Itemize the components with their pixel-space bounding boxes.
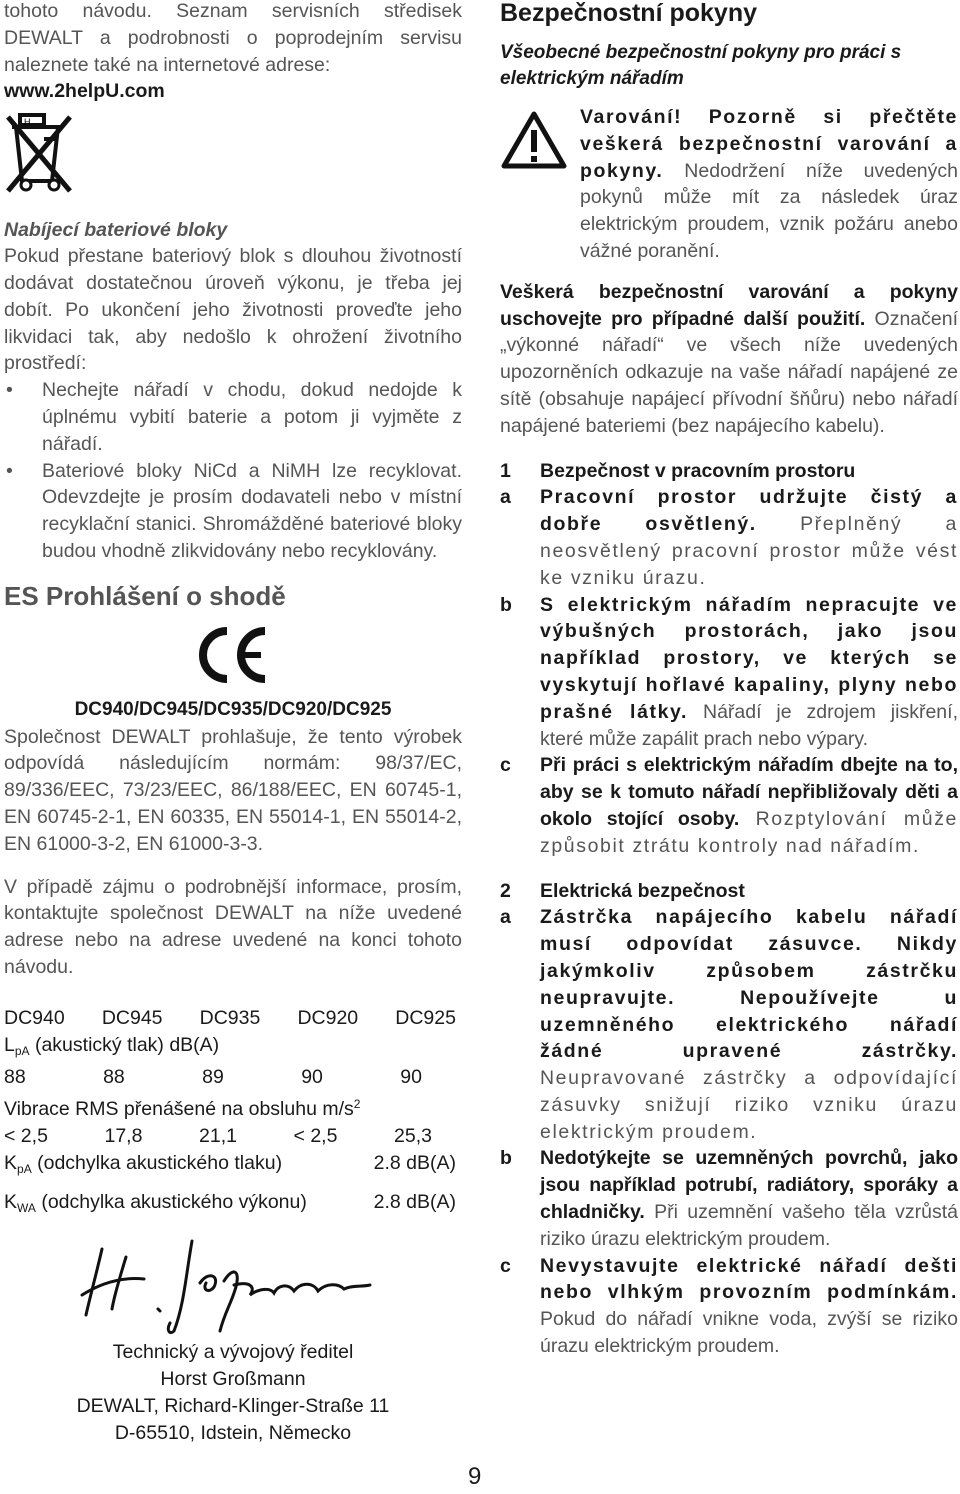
list-item: b S elektrickým nářadím nepracujte ve výbušných prostorách, jako jsou například prostory, ve kterých se vyskytují hořlavé kapaliny, plyny nebo prašné látky. Nářadí je zdrojem jiskření, které může zapálit prach nebo výpary. <box>500 593 958 750</box>
vibration-label: Vibrace RMS přenášené na obsluhu $m/s^2$ <box>4 1097 361 1121</box>
signer-title: Technický a vývojový ředitel <box>112 1341 354 1364</box>
battery-bullets <box>4 377 462 565</box>
crossed-bin-icon <box>4 111 462 203</box>
left-column <box>4 0 462 1446</box>
section-1 <box>500 458 958 860</box>
signer-name: Horst Großmann <box>160 1368 306 1391</box>
declaration-text: Společnost DEWALT prohlašuje, že tento výrobek odpovídá následujícím normám: 98/37/EC, 89/336/EEC, 73/23/EEC, 86/188/EEC, EN 60745-1, EN 60745-2-1, EN 60335, EN 55014-1, EN 55014-2, EN 61000-3-2, EN 61000-3-3. <box>4 725 462 855</box>
spec-table <box>4 1005 456 1222</box>
section-2 <box>500 878 958 1360</box>
list-item: a Pracovní prostor udržujte čistý a dobře osvětlený. Přeplněný a neosvětlený pracovní prostor může vést ke vzniku úrazu. <box>500 486 958 589</box>
list-item: b Nedotýkejte se uzemněných povrchů, jako jsou například potrubí, radiátory, sporáky a chladničky. Při uzemnění vašeho těla vzrůstá riziko úrazu elektrickým proudem. <box>500 1147 958 1250</box>
list-item: c Nevystavujte elektrické nářadí dešti nebo vlhkým provozním podmínkám. Pokud do nářadí vnikne voda, zvýší se riziko úrazu elektrickým proudem. <box>500 1254 958 1358</box>
battery-paragraph: Pokud přestane bateriový blok s dlouhou životností dodávat dostatečnou úroveň výkonu, je třeba jej dobít. Po ukončení jeho životnosti proveďte jeho likvidaci tak, aby nedošlo k ohrožení životního prostředí: <box>4 245 462 375</box>
list-item: a Zástrčka napájecího kabelu nářadí musí odpovídat zásuvce. Nikdy jakýmkoliv způsobem zástrčku neupravujte. Nepoužívejte u uzemněného elektrického nářadí žádné upravené zástrčky. Neupravované zástrčky a odpovídající zásuvky snižují riziko vzniku úrazu elektrickým proudem. <box>500 906 958 1143</box>
models-line: DC940/DC945/DC935/DC920/DC925 <box>74 698 392 720</box>
battery-heading: Nabíjecí bateriové bloky <box>4 219 228 242</box>
service-url: www.2helpU.com <box>4 80 165 103</box>
table-row: DC940 DC945 DC935 DC920 DC925 <box>4 1006 456 1029</box>
list-item: c Při práci s elektrickým nářadím dbejte na to, aby se k tomuto nářadí nepřibližovaly děti a okolo stojící osoby. Rozptylování může způsobit ztrátu kontroly nad nářadím. <box>500 754 958 857</box>
ce-mark-icon <box>4 625 462 687</box>
lpa-label: $L_{pA}$ (akustický tlak) dB(A) <box>4 1033 220 1058</box>
company-city: D-65510, Idstein, Německo <box>114 1421 352 1444</box>
keep-instructions: Veškerá bezpečnostní varování a pokyny uschovejte pro případné další použití. Označení „výkonné nářadí“ ve všech níže uvedených upozorněních odkazuje na vaše nářadí napájené ze sítě (obsahuje napájecí přívodní šňůru) nebo nářadí napájené bateriemi (bez napájecího kabelu). <box>500 280 958 437</box>
section-title: 2 Elektrická bezpečnost <box>500 879 745 902</box>
table-row: $K_{WA}$ (odchylka akustického výkonu) 2.8 dB(A) <box>4 1190 456 1215</box>
table-row: $K_{pA}$ (odchylka akustického tlaku) 2.8 dB(A) <box>4 1151 456 1176</box>
list-item: • Bateriové bloky NiCd a NiMH lze recyklovat. Odevzdejte je prosím dodavateli nebo v místní recyklační stanici. Shromážděné bateriové bloky budou vhodně zlikvidovány nebo recyklovány. <box>6 459 462 562</box>
warning-text: Varování! Pozorně si přečtěte veškerá bezpečnostní varování a pokyny. Nedodržení níže uvedených pokynů může mít za následek úraz elektrickým proudem, vznik požáru anebo vážné poranění. <box>580 106 958 262</box>
contact-text: V případě zájmu o podrobnější informace, prosím, kontaktujte společnost DEWALT na níže uvedené adrese nebo na adrese uvedené na konci tohoto návodu. <box>4 875 462 978</box>
es-heading: ES Prohlášení o shodě <box>4 580 286 611</box>
service-paragraph: tohoto návodu. Seznam servisních středisek DEWALT a podrobnosti o poprodejním servisu naleznete také na internetové adrese: <box>4 0 462 76</box>
company-address: DEWALT, Richard-Klinger-Straße 11 <box>76 1394 390 1417</box>
list-item: • Nechejte nářadí v chodu, dokud nedojde k úplnému vybití baterie a potom ji vyjměte z nářadí. <box>6 379 462 455</box>
section-title: 1 Bezpečnost v pracovním prostoru <box>500 459 856 482</box>
general-heading: Všeobecné bezpečnostní pokyny pro práci s elektrickým nářadím <box>500 42 902 89</box>
warning-triangle-icon <box>500 110 568 175</box>
table-row: 88 88 89 90 90 <box>4 1066 422 1089</box>
table-row: < 2,5 17,8 21,1 < 2,5 25,3 <box>4 1124 432 1147</box>
svg-text:H: H <box>24 117 31 128</box>
safety-heading: Bezpečnostní pokyny <box>500 0 757 27</box>
right-column <box>500 0 958 1360</box>
warning-block <box>500 104 958 265</box>
signature <box>74 1235 462 1335</box>
page-number: 9 <box>468 1463 482 1490</box>
